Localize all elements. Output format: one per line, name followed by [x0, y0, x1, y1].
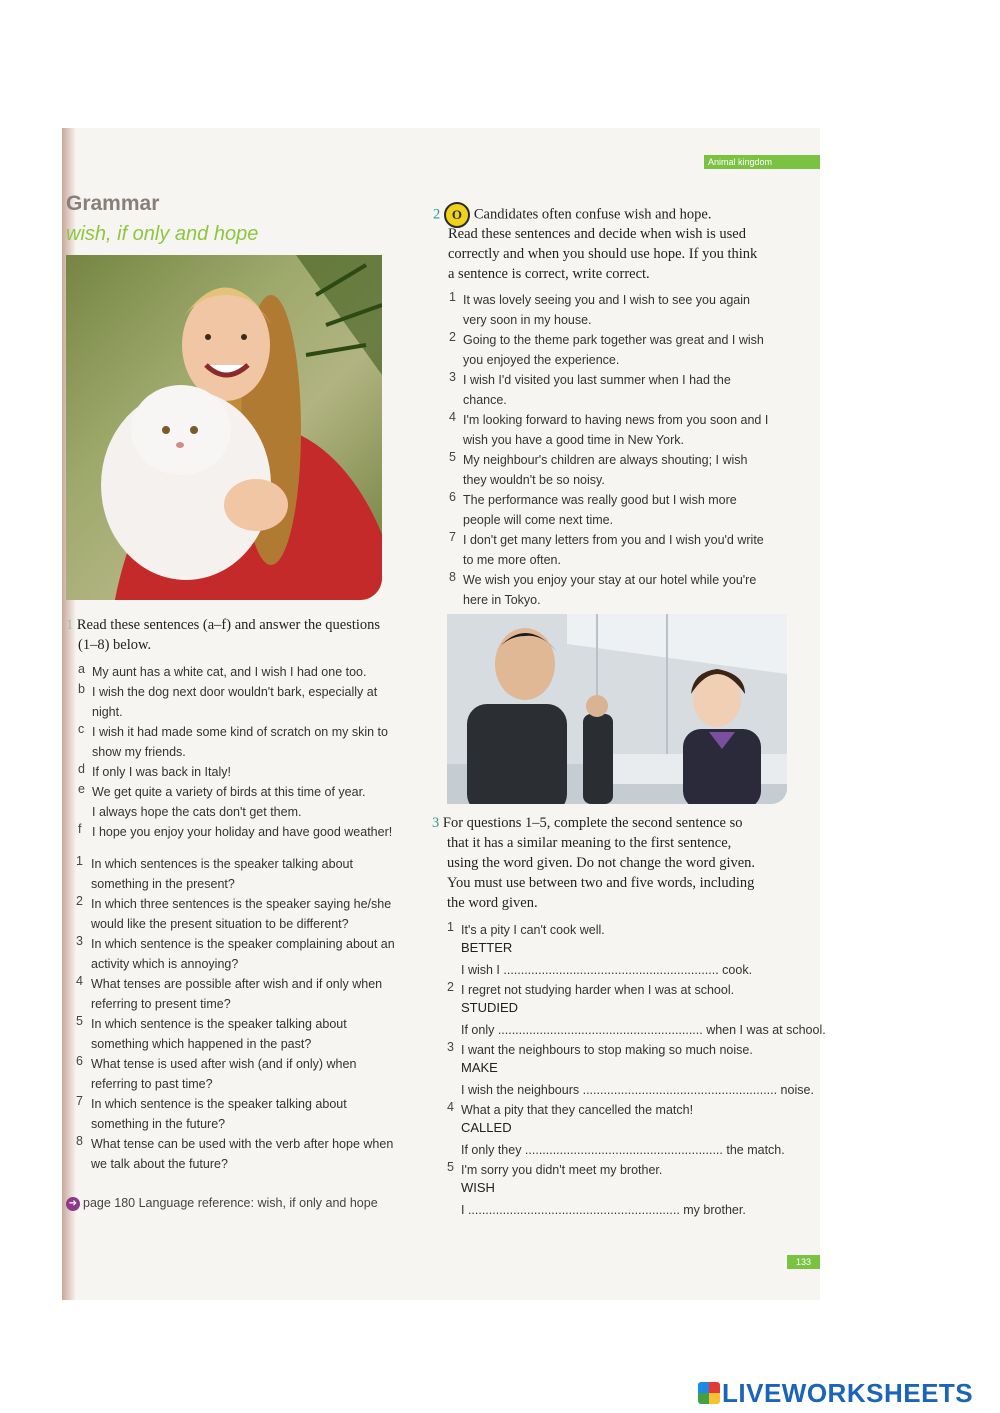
grammar-subtitle: wish, if only and hope	[66, 223, 259, 245]
ex2-item-text: I wish I'd visited you last summer when I had the	[463, 373, 731, 387]
ex1-question-text: What tense can be used with the verb after hope when	[91, 1137, 394, 1151]
ex3-number: 3	[432, 815, 440, 831]
ex1-sentence-text: I hope you enjoy your holiday and have good weather!	[92, 825, 393, 839]
ex1-sentence-letter: d	[78, 762, 85, 776]
ex3-instruction-line-4: You must use between two and five words, including	[447, 875, 755, 891]
ex1-question-text: we talk about the future?	[91, 1157, 228, 1171]
ex2-instruction-line-3: correctly and when you should use hope. If you think	[448, 246, 758, 262]
ex3-item-number: 5	[447, 1160, 454, 1174]
ex2-item-text: Going to the theme park together was great and I wish	[463, 333, 764, 347]
ex1-question-text: What tenses are possible after wish and if only when	[91, 977, 383, 991]
liveworksheets-logo	[698, 1378, 973, 1409]
ex3-item-answer-line[interactable]: If only they ......................................................... the match.	[461, 1143, 785, 1157]
ex2-item-text: The performance was really good but I wish more	[463, 493, 737, 507]
ex1-sentence-text: I wish the dog next door wouldn't bark, especially at	[92, 685, 378, 699]
ex2-item-number: 4	[449, 410, 456, 424]
ex1-question-text: activity which is annoying?	[91, 957, 239, 971]
ex3-instruction-line-2: that it has a similar meaning to the first sentence,	[447, 835, 732, 851]
ex1-question-text: What tense is used after wish (and if only) when	[91, 1057, 357, 1071]
ex1-question-text: something in the present?	[91, 877, 235, 891]
photo-woman-with-cat	[66, 255, 382, 600]
ex1-question-number: 7	[76, 1094, 83, 1108]
language-reference-text: page 180 Language reference: wish, if only and hope	[83, 1196, 378, 1210]
ex1-sentence-text: show my friends.	[92, 745, 186, 759]
ex1-sentence-letter: b	[78, 682, 85, 696]
ex3-item-answer-line[interactable]: I wish the neighbours ........................................................ noise.	[461, 1083, 814, 1097]
ex2-item-number: 3	[449, 370, 456, 384]
ex3-instruction-line-1	[432, 813, 742, 833]
ex2-item-text: We wish you enjoy your stay at our hotel while you're	[463, 573, 757, 587]
ex1-question-number: 4	[76, 974, 83, 988]
ex2-item-text: It was lovely seeing you and I wish to see you again	[463, 293, 750, 307]
ex1-instruction-line-2: (1–8) below.	[78, 637, 152, 653]
ex3-item-keyword: BETTER	[461, 940, 513, 955]
ex1-sentence-text: night.	[92, 705, 123, 719]
ex2-item-text: wish you have a good time in New York.	[463, 433, 684, 447]
ex1-question-text: referring to present time?	[91, 997, 231, 1011]
ex3-item-number: 4	[447, 1100, 454, 1114]
ex2-item-text: to me more often.	[463, 553, 561, 567]
photo-business-meeting	[447, 614, 787, 804]
ex2-item-number: 1	[449, 290, 456, 304]
ex2-item-text: very soon in my house.	[463, 313, 592, 327]
ex1-sentence-letter: e	[78, 782, 85, 796]
ex1-question-number: 2	[76, 894, 83, 908]
ex1-sentence-text: If only I was back in Italy!	[92, 765, 231, 779]
ex3-item-sentence: What a pity that they cancelled the match!	[461, 1103, 694, 1117]
ex2-item-text: My neighbour's children are always shouting; I wish	[463, 453, 748, 467]
ex3-item-keyword: STUDIED	[461, 1000, 519, 1015]
ex2-item-text: they wouldn't be so noisy.	[463, 473, 605, 487]
ex1-question-number: 6	[76, 1054, 83, 1068]
ex2-item-number: 2	[449, 330, 456, 344]
ex1-question-text: would like the present situation to be different?	[91, 917, 349, 931]
ex1-question-text: In which sentences is the speaker talking about	[91, 857, 353, 871]
ex3-item-number: 1	[447, 920, 454, 934]
ex1-question-number: 3	[76, 934, 83, 948]
ex1-question-number: 8	[76, 1134, 83, 1148]
ex1-sentence-text: I wish it had made some kind of scratch on my skin to	[92, 725, 388, 739]
ex2-item-text: I'm looking forward to having news from you soon and I	[463, 413, 769, 427]
ex1-question-text: referring to past time?	[91, 1077, 213, 1091]
ex2-item-number: 7	[449, 530, 456, 544]
ex1-question-text: In which sentence is the speaker complaining about an	[91, 937, 395, 951]
page-number: 133	[787, 1255, 820, 1269]
ex3-item-keyword: WISH	[461, 1180, 495, 1195]
ex3-item-keyword: CALLED	[461, 1120, 512, 1135]
ex1-question-text: In which sentence is the speaker talking about	[91, 1017, 347, 1031]
ex2-number: 2	[433, 206, 441, 223]
ex1-question-text: In which sentence is the speaker talking about	[91, 1097, 347, 1111]
ex1-sentence-letter: f	[78, 822, 82, 836]
ex2-item-text: people will come next time.	[463, 513, 614, 527]
ex2-item-text: chance.	[463, 393, 507, 407]
ex3-item-number: 3	[447, 1040, 454, 1054]
ex2-item-text: you enjoyed the experience.	[463, 353, 620, 367]
ex3-item-answer-line[interactable]: If only ........................................................... when I was at school.	[461, 1023, 826, 1037]
ex1-question-number: 5	[76, 1014, 83, 1028]
ex2-item-text: I don't get many letters from you and I wish you'd write	[463, 533, 764, 547]
ex3-item-sentence: I regret not studying harder when I was at school.	[461, 983, 735, 997]
ex2-item-number: 8	[449, 570, 456, 584]
ex2-instruction-text-1: Candidates often confuse wish and hope.	[473, 206, 712, 223]
ex3-item-answer-line[interactable]: I ............................................................. my brother.	[461, 1203, 746, 1217]
ex1-sentence-letter: c	[78, 722, 85, 736]
ex3-item-answer-line[interactable]: I wish I .............................................................. cook.	[461, 963, 753, 977]
ex1-question-text: something in the future?	[91, 1117, 226, 1131]
ex2-item-number: 5	[449, 450, 456, 464]
exam-warning-icon: O	[444, 202, 470, 228]
ex1-instruction-line-1: Read these sentences (a–f) and answer the questions	[76, 617, 381, 633]
ex1-question-text: something which happened in the past?	[91, 1037, 312, 1051]
section-tab: Animal kingdom	[704, 155, 820, 169]
ex3-item-sentence: I'm sorry you didn't meet my brother.	[461, 1163, 663, 1177]
brand-name: LIVEWORKSHEETS	[722, 1378, 974, 1408]
ex3-item-sentence: I want the neighbours to stop making so much noise.	[461, 1043, 753, 1057]
ex1-number: 1	[66, 617, 74, 633]
ex1-sentence-text: My aunt has a white cat, and I wish I had one too.	[92, 665, 367, 679]
liveworksheets-logo-icon	[698, 1382, 720, 1404]
ex1-sentence-text: We get quite a variety of birds at this time of year.	[92, 785, 366, 799]
ex2-instruction-line-2: Read these sentences and decide when wish is used	[448, 226, 746, 242]
arrow-right-icon: ➜	[66, 1197, 80, 1211]
ex2-instruction-line-4: a sentence is correct, write correct.	[448, 266, 650, 282]
ex3-item-keyword: MAKE	[461, 1060, 498, 1075]
ex1-sentence-letter: a	[78, 662, 85, 676]
ex1-question-text: In which three sentences is the speaker saying he/she	[91, 897, 392, 911]
grammar-title: Grammar	[66, 192, 160, 215]
ex1-sentence-text: I always hope the cats don't get them.	[92, 805, 302, 819]
ex3-instruction-text-1: For questions 1–5, complete the second sentence so	[442, 815, 743, 831]
ex2-item-number: 6	[449, 490, 456, 504]
ex3-item-number: 2	[447, 980, 454, 994]
ex3-instruction-line-5: the word given.	[447, 895, 538, 911]
ex1-question-number: 1	[76, 854, 83, 868]
ex1-instruction	[66, 615, 380, 635]
language-reference-link[interactable]	[66, 1196, 378, 1211]
ex3-item-sentence: It's a pity I can't cook well.	[461, 923, 605, 937]
ex2-item-text: here in Tokyo.	[463, 593, 541, 607]
ex3-instruction-line-3: using the word given. Do not change the word given.	[447, 855, 756, 871]
